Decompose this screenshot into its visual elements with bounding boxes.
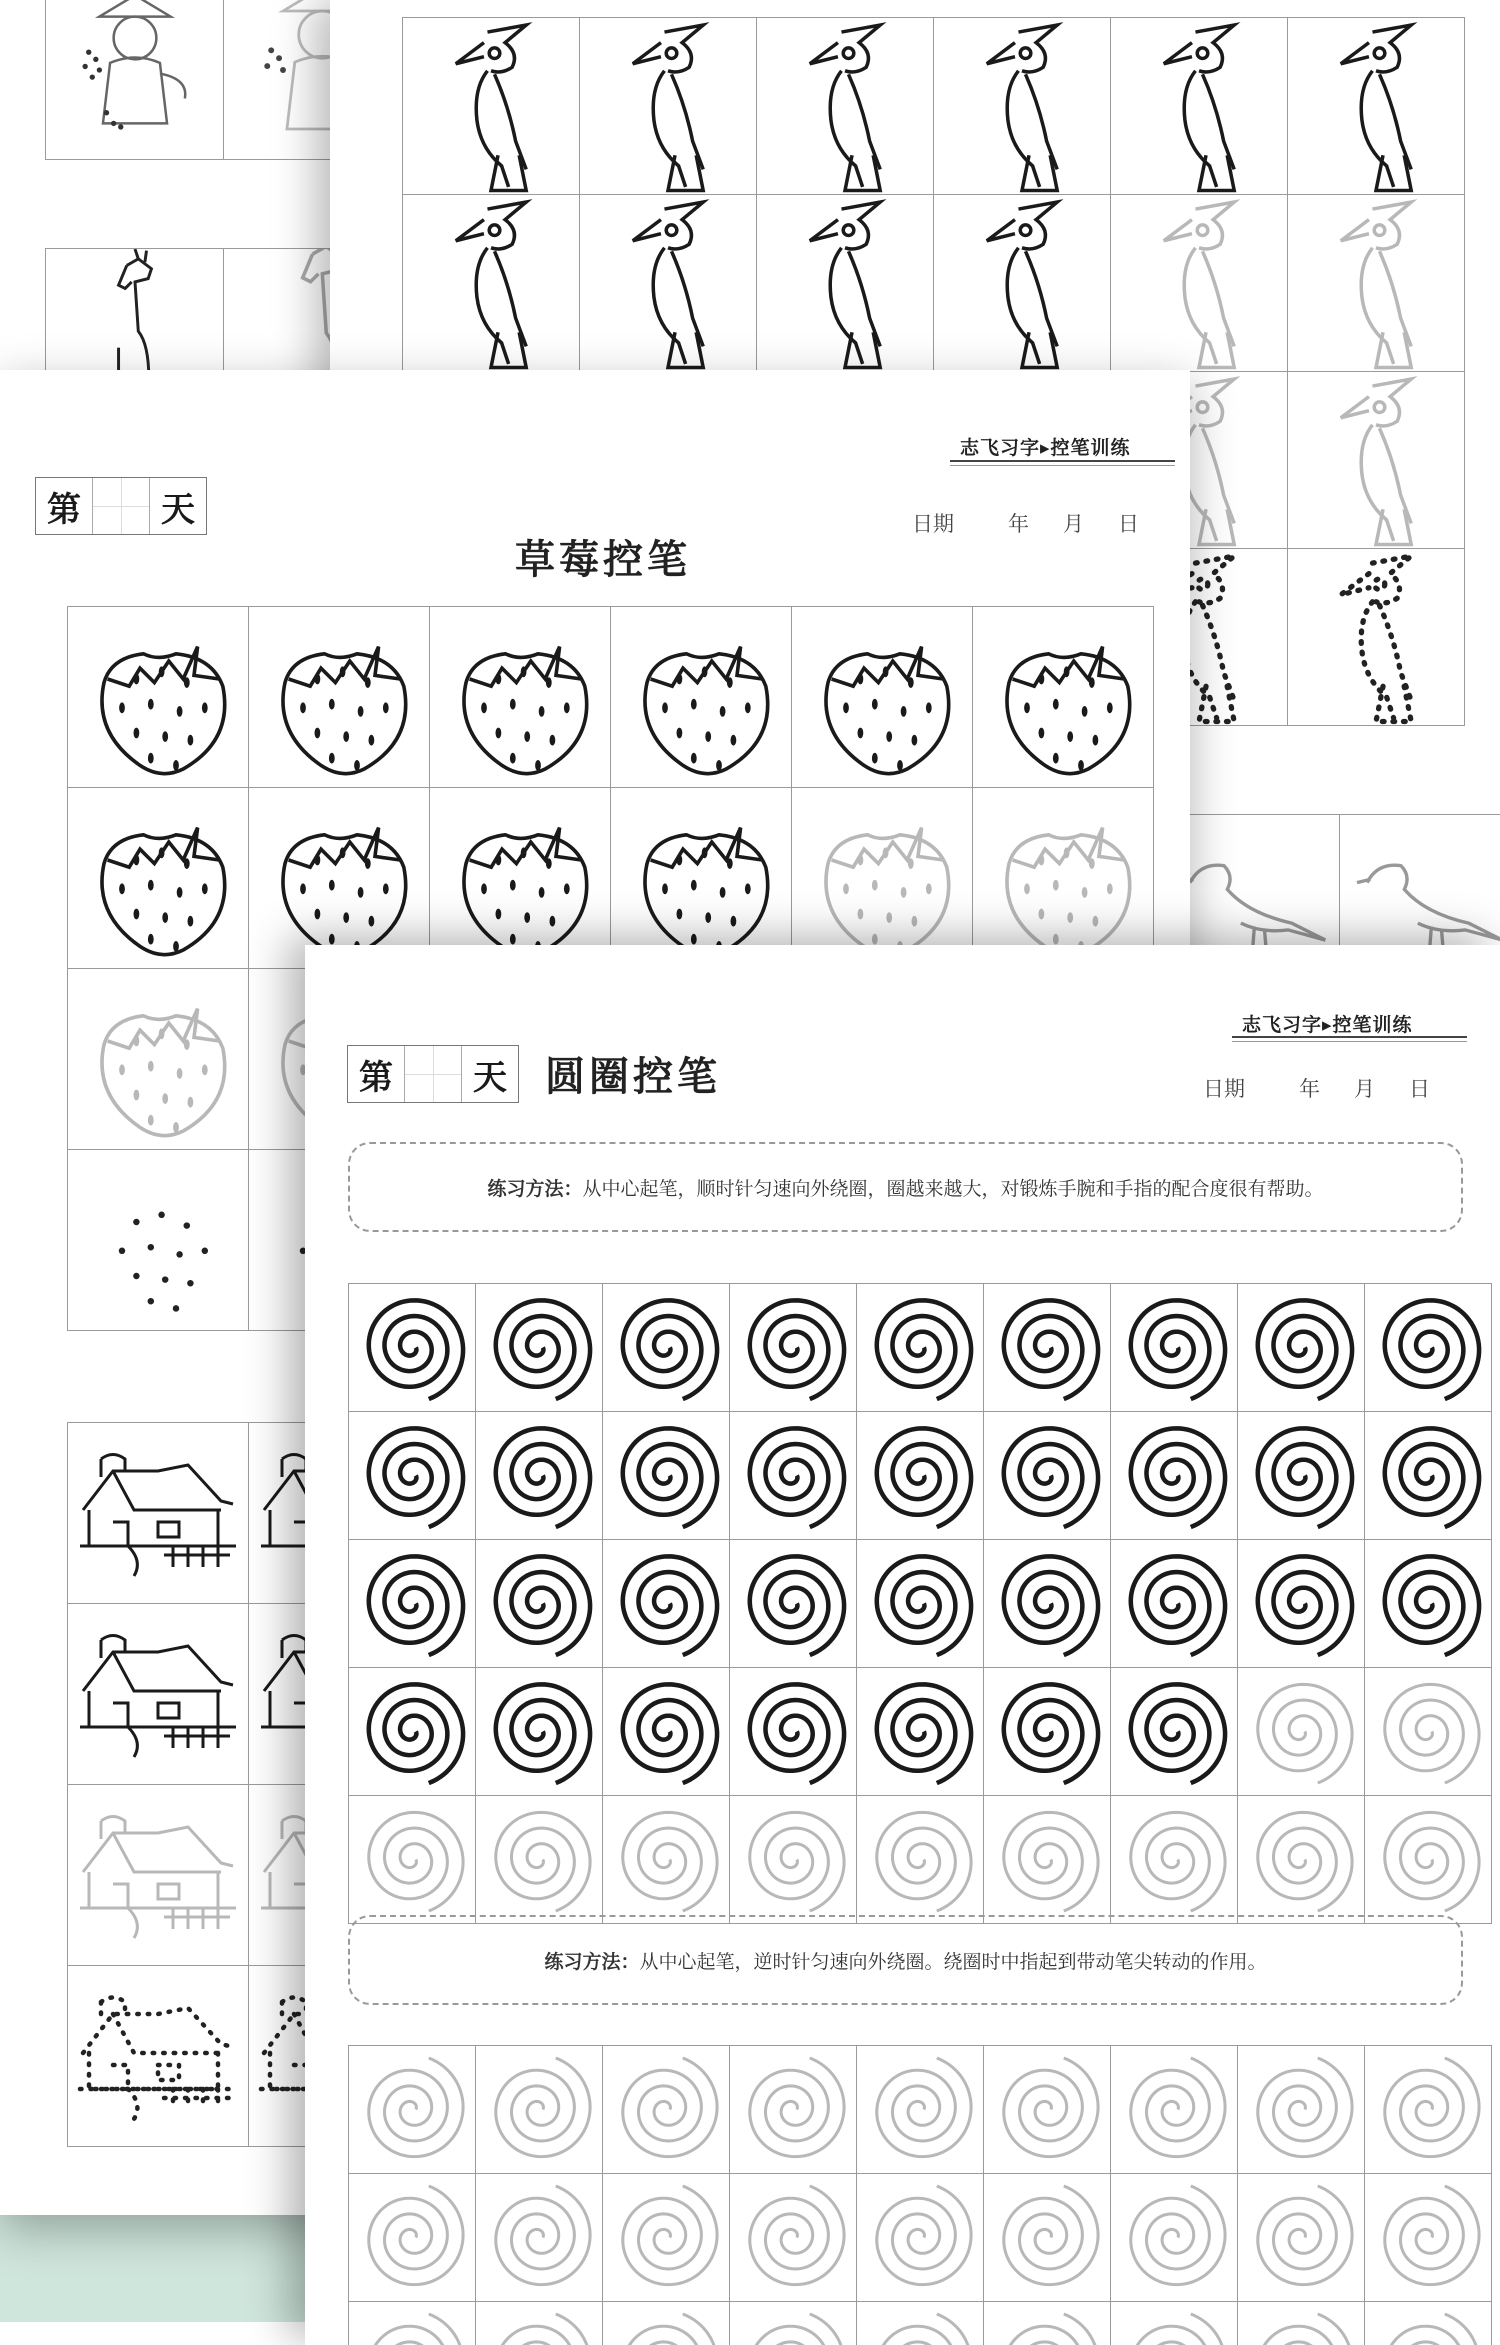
day-counter-box xyxy=(35,477,207,535)
day-number-field[interactable] xyxy=(92,478,150,534)
spiral-practice-cell xyxy=(729,1795,857,1924)
spiral-practice-cell xyxy=(1110,1283,1238,1412)
spiral-practice-cell xyxy=(348,2301,476,2345)
spiral-practice-cell xyxy=(602,1795,730,1924)
spiral-practice-cell xyxy=(1110,2173,1238,2302)
circle-worksheet xyxy=(305,945,1500,2345)
sheet-title: 圆圈控笔 xyxy=(545,1053,721,1100)
spiral-practice-cell xyxy=(983,1539,1111,1668)
house-practice-cell xyxy=(67,1422,249,1604)
woodpecker-practice-cell xyxy=(579,194,757,372)
method-text: 从中心起笔，顺时针匀速向外绕圈，圈越来越大，对锻炼手腕和手指的配合度很有帮助。 xyxy=(582,1177,1324,1200)
woodpecker-practice-cell xyxy=(1287,371,1465,549)
strawberry-practice-cell xyxy=(67,606,249,788)
date-line xyxy=(912,508,1139,538)
date-label: 日期 xyxy=(1203,1077,1245,1101)
spiral-practice-cell xyxy=(475,1411,603,1540)
spiral-practice-cell xyxy=(1110,1411,1238,1540)
spiral-practice-cell xyxy=(1364,2045,1492,2174)
spiral-practice-cell xyxy=(1364,1539,1492,1668)
spiral-practice-cell xyxy=(475,1539,603,1668)
spiral-practice-cell xyxy=(729,1539,857,1668)
woodpecker-practice-cell xyxy=(933,194,1111,372)
spiral-practice-cell xyxy=(1364,1667,1492,1796)
brand-rule xyxy=(950,460,1175,462)
method-text: 从中心起笔，逆时针匀速向外绕圈。绕圈时中指起到带动笔尖转动的作用。 xyxy=(639,1950,1267,1973)
woodpecker-practice-cell xyxy=(1110,194,1288,372)
house-practice-cell xyxy=(67,1965,249,2147)
woodpecker-practice-cell xyxy=(756,17,934,195)
strawberry-practice-cell xyxy=(610,606,792,788)
spiral-practice-cell xyxy=(1237,1667,1365,1796)
hiker-cell xyxy=(45,0,225,160)
spiral-practice-cell xyxy=(983,2301,1111,2345)
brand-rule-thin xyxy=(950,465,1175,466)
woodpecker-practice-cell xyxy=(579,17,757,195)
strawberry-practice-cell xyxy=(67,968,249,1150)
date-month: 月 xyxy=(1354,1077,1375,1101)
strawberry-practice-cell xyxy=(972,606,1154,788)
spiral-practice-cell xyxy=(729,2301,857,2345)
strawberry-practice-cell xyxy=(248,606,430,788)
day-prefix: 第 xyxy=(359,1057,393,1098)
spiral-practice-cell xyxy=(856,2045,984,2174)
spiral-practice-cell xyxy=(475,1795,603,1924)
house-practice-cell xyxy=(67,1784,249,1966)
woodpecker-practice-cell xyxy=(756,194,934,372)
brand-label: 志飞习字▸控笔训练 xyxy=(960,437,1131,459)
sheet-title: 草莓控笔 xyxy=(515,536,691,583)
strawberry-practice-cell xyxy=(67,1149,249,1331)
spiral-practice-cell xyxy=(1237,1283,1365,1412)
spiral-practice-cell xyxy=(348,1667,476,1796)
brand-rule xyxy=(1232,1036,1467,1038)
spiral-practice-cell xyxy=(475,1283,603,1412)
brand-label: 志飞习字▸控笔训练 xyxy=(1242,1014,1413,1036)
spiral-practice-cell xyxy=(475,1667,603,1796)
spiral-practice-cell xyxy=(856,2173,984,2302)
spiral-practice-cell xyxy=(475,2173,603,2302)
woodpecker-practice-cell xyxy=(1287,548,1465,726)
spiral-practice-cell xyxy=(1110,1667,1238,1796)
spiral-practice-cell xyxy=(1237,1411,1365,1540)
spiral-practice-cell xyxy=(1364,1411,1492,1540)
spiral-practice-cell xyxy=(1237,1795,1365,1924)
giraffe-cell xyxy=(45,248,225,380)
spiral-practice-cell xyxy=(1110,2301,1238,2345)
giraffe-cell-trace xyxy=(223,248,343,380)
date-day: 日 xyxy=(1118,512,1139,536)
date-year: 年 xyxy=(1299,1077,1320,1101)
spiral-practice-cell xyxy=(475,2045,603,2174)
spiral-practice-cell xyxy=(348,2045,476,2174)
date-year: 年 xyxy=(1008,512,1029,536)
method-note-clockwise xyxy=(348,1142,1463,1232)
woodpecker-practice-cell xyxy=(402,194,580,372)
spiral-practice-cell xyxy=(1110,1795,1238,1924)
spiral-practice-cell xyxy=(983,1795,1111,1924)
hiker-cell-trace xyxy=(223,0,343,160)
spiral-practice-cell xyxy=(1237,2045,1365,2174)
woodpecker-practice-cell xyxy=(1287,194,1465,372)
spiral-practice-cell xyxy=(348,1411,476,1540)
spiral-practice-cell xyxy=(348,1539,476,1668)
spiral-practice-cell xyxy=(1237,2173,1365,2302)
strawberry-practice-cell xyxy=(429,787,611,969)
spiral-practice-cell xyxy=(1364,1795,1492,1924)
spiral-practice-cell xyxy=(856,2301,984,2345)
day-prefix: 第 xyxy=(47,489,81,530)
strawberry-practice-cell xyxy=(791,606,973,788)
spiral-practice-cell xyxy=(602,2301,730,2345)
method-label: 练习方法： xyxy=(487,1177,583,1200)
date-day: 日 xyxy=(1409,1077,1430,1101)
spiral-practice-cell xyxy=(729,1411,857,1540)
strawberry-practice-cell xyxy=(972,787,1154,969)
date-line xyxy=(1203,1073,1430,1103)
spiral-practice-cell xyxy=(602,2173,730,2302)
strawberry-practice-cell xyxy=(610,787,792,969)
spiral-practice-cell xyxy=(602,1411,730,1540)
spiral-practice-cell xyxy=(729,2173,857,2302)
spiral-practice-cell xyxy=(1237,2301,1365,2345)
spiral-practice-cell xyxy=(348,1283,476,1412)
woodpecker-practice-cell xyxy=(402,17,580,195)
spiral-practice-cell xyxy=(348,2173,476,2302)
strawberry-practice-cell xyxy=(791,787,973,969)
method-label: 练习方法： xyxy=(544,1950,640,1973)
woodpecker-practice-cell xyxy=(1287,17,1465,195)
house-practice-cell xyxy=(67,1603,249,1785)
spiral-practice-cell xyxy=(1237,1539,1365,1668)
spiral-practice-cell xyxy=(856,1667,984,1796)
spiral-practice-cell xyxy=(983,2045,1111,2174)
spiral-practice-cell xyxy=(729,2045,857,2174)
spiral-practice-cell xyxy=(602,1667,730,1796)
spiral-practice-cell xyxy=(1364,2301,1492,2345)
spiral-practice-cell xyxy=(602,1539,730,1668)
day-number-field[interactable] xyxy=(404,1046,462,1102)
spiral-practice-cell xyxy=(856,1795,984,1924)
spiral-practice-cell xyxy=(602,1283,730,1412)
spiral-practice-cell xyxy=(856,1283,984,1412)
spiral-practice-cell xyxy=(983,1411,1111,1540)
spiral-practice-cell xyxy=(1110,2045,1238,2174)
day-counter-box xyxy=(347,1045,519,1103)
spiral-practice-cell xyxy=(475,2301,603,2345)
date-month: 月 xyxy=(1063,512,1084,536)
spiral-practice-cell xyxy=(1110,1539,1238,1668)
strawberry-practice-cell xyxy=(248,787,430,969)
spiral-practice-cell xyxy=(729,1283,857,1412)
spiral-practice-cell xyxy=(983,2173,1111,2302)
day-suffix: 天 xyxy=(473,1057,507,1098)
spiral-practice-cell xyxy=(348,1795,476,1924)
brand-rule-thin xyxy=(1232,1041,1467,1042)
woodpecker-practice-cell xyxy=(933,17,1111,195)
spiral-practice-cell xyxy=(602,2045,730,2174)
strawberry-practice-cell xyxy=(67,787,249,969)
woodpecker-practice-cell xyxy=(1110,17,1288,195)
spiral-practice-cell xyxy=(856,1411,984,1540)
strawberry-practice-cell xyxy=(429,606,611,788)
spiral-practice-cell xyxy=(1364,1283,1492,1412)
date-label: 日期 xyxy=(912,512,954,536)
spiral-practice-cell xyxy=(983,1283,1111,1412)
spiral-practice-cell xyxy=(1364,2173,1492,2302)
spiral-practice-cell xyxy=(983,1667,1111,1796)
spiral-practice-cell xyxy=(729,1667,857,1796)
method-note-counterclockwise xyxy=(348,1915,1463,2005)
day-suffix: 天 xyxy=(161,489,195,530)
spiral-practice-cell xyxy=(856,1539,984,1668)
